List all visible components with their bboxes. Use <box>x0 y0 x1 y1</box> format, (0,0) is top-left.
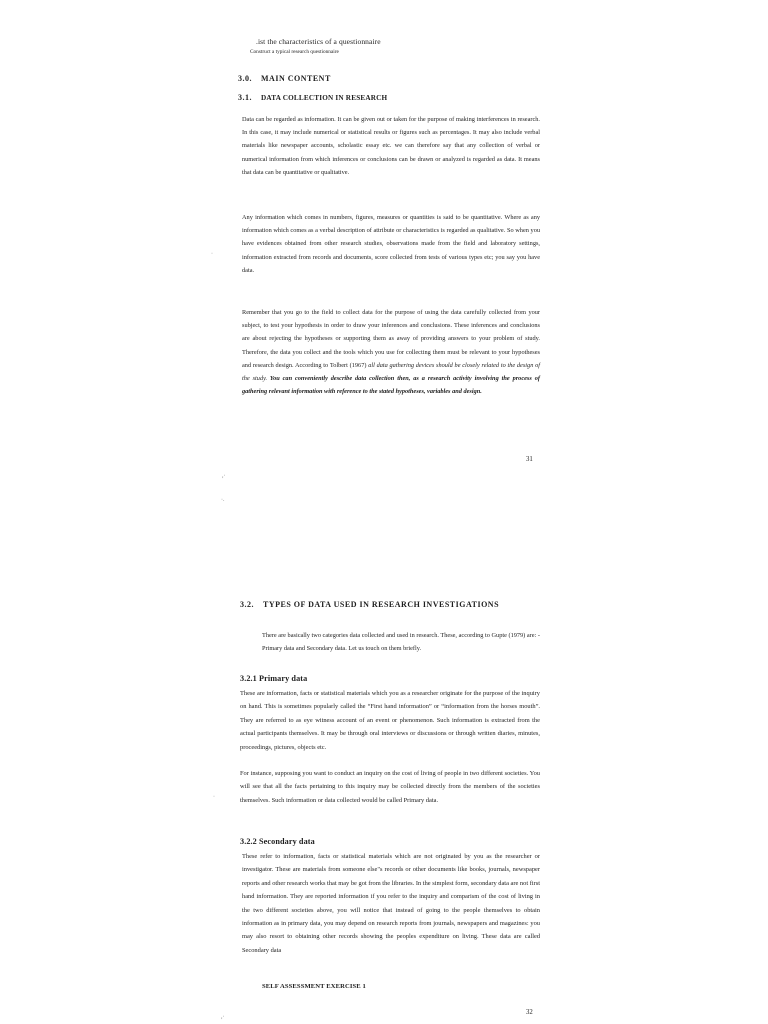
section-31-title: DATA COLLECTION IN RESEARCH <box>261 94 388 102</box>
self-assessment-heading: SELF ASSESSMENT EXERCISE 1 <box>262 983 366 990</box>
scan-speck: · <box>211 251 213 257</box>
section-31-number: 3.1. <box>238 93 252 102</box>
paragraph-3-text: Remember that you go to the field to collect data for the purpose of using the data carefully collected from your subject, to test your hypothesis in order to draw your inferences and conclusions. These inferences and conclusions are about rejecting the hypotheses or supporting them as away of providing answers to your problem of study. Therefore, the data you collect and the tools which you use for collecting them must be relevant to your hypotheses and research design. According to Tolbert (1967) <box>242 309 540 369</box>
paragraph-data-collection-purpose <box>242 306 540 398</box>
scan-speck: ·. <box>221 497 225 503</box>
paragraph-primary-data: These are information, facts or statistical materials which you as a researcher originate for the purpose of the inquiry on hand. This is sometimes popularly called the “First hand information” or “information from the horses mouth”. They are referred to as eye witness account of an event or phenomenon. Such information is extracted from the actual participants themselves. It may be through oral interviews or discussions or through written diaries, minutes, proceedings, pictures, objects etc. <box>240 690 540 751</box>
paragraph-3-bold-italic: You can conveniently describe data collection then, as a research activity involving the process of gathering relevant information with reference to the stated hypotheses, variables and design. <box>242 375 540 396</box>
scan-speck: ,· <box>221 1014 225 1020</box>
paragraph-3-italic: all data gathering devices should be closely related to the design of the study. <box>242 361 540 383</box>
main-content-heading <box>238 74 331 83</box>
scan-speck: · <box>213 794 215 800</box>
scan-speck: ,· <box>222 473 226 479</box>
primary-data-heading: 3.2.1 Primary data <box>240 674 308 683</box>
paragraph-primary-data-example: For instance, supposing you want to conduct an inquiry on the cost of living of people in two different societies. You will see that all the facts pertaining to this inquiry may be collected directly from the members of the societies themselves. Such information or data collected would be called Primary data. <box>240 770 540 804</box>
paragraph-data-definition: Data can be regarded as information. It can be given out or taken for the purpose of making interferences in research. In this case, it may include numerical or statistical results or figures such as percentages. It may also include verbal materials like newspaper accounts, scholastic essay etc. we can therefore say that any collection of verbal or numerical information from which inferences or conclusions can be drawn or analyzed is regarded as data. It means that data can be quantitative or qualitative. <box>242 116 540 176</box>
page-number-32: 32 <box>526 1009 533 1016</box>
objective-line-1: .ist the characteristics of a questionnaire <box>256 37 381 46</box>
section-32-title: TYPES OF DATA USED IN RESEARCH INVESTIGATIONS <box>263 600 500 609</box>
section-32-heading <box>240 600 499 609</box>
main-content-number: 3.0. <box>238 74 252 83</box>
section-32-number: 3.2. <box>240 600 254 609</box>
paragraph-secondary-data: These refer to information, facts or statistical materials which are not originated by you as the researcher or investigator. These are materials from someone else"s records or other documents like books, journals, newspaper reports and other research works that may be got from the libraries. In the simplest form, secondary data are not first hand information. They are reported information if you refer to the inquiry and comparism of the cost of living in the two different societies above, you will notice that instead of going to the people themselves to obtain information as in primary data, you may depend on research reports from journals, newspapers and magazines: you may also resort to obtaining other records showing the peoples expenditure on living. These data are called Secondary data <box>242 853 540 954</box>
objective-line-2: Construct a typical research questionnaire <box>250 49 339 55</box>
page-number-31: 31 <box>526 456 533 463</box>
main-content-title: MAIN CONTENT <box>261 74 331 83</box>
paragraph-data-types-intro: There are basically two categories data collected and used in research. These, according to Gupte (1979) are: - Primary data and Secondary data. Let us touch on them briefly. <box>262 632 540 653</box>
secondary-data-heading: 3.2.2 Secondary data <box>240 837 315 846</box>
section-31-heading <box>238 93 387 102</box>
paragraph-quantitative-qualitative: Any information which comes in numbers, figures, measures or quantities is said to be quantitative. Where as any information which comes as a verbal description of attribute or characteristics is regarded as qualitative. So when you have evidences obtained from other research studies, observations made from the field and laboratory settings, information extracted from records and documents, score collected from tests of various types etc; you say you have data. <box>242 214 540 274</box>
